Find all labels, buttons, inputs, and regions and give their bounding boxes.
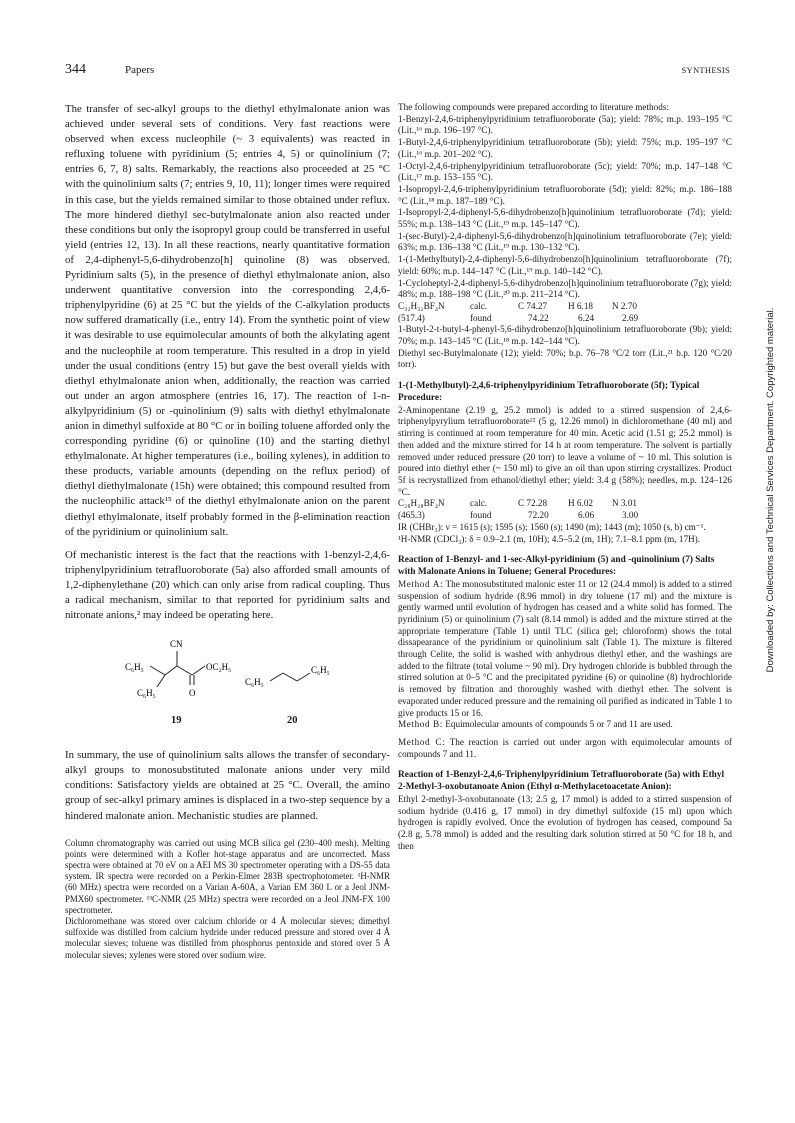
procedure-5a: Ethyl 2-methyl-3-oxobutanoate (13; 2.5 g, 17 mmol) is added to a stirred suspension of sodium hydride (0.416 g, 17 mmol) in dry dimethyl sulfoxide (15 ml) upon which hydrogen is rapidly evolved. Once the evolution of hydrogen has ceased, compound 5a (2.8 g, 5.78 mmol) is added and the resulting dark solution stirred at 50 °C for 18 h, and then	[398, 793, 732, 851]
journal-section: Papers	[125, 64, 155, 76]
compound-entry: 1-Isopropyl-2,4-diphenyl-5,6-dihydrobenzo[h]quinolinium tetrafluoroborate (7d); yield: 55%; m.p. 138–143 °C (Lit.,¹⁹ m.p. 145–147 °C).	[398, 207, 732, 230]
c20-phenyl-left: C₆H₅	[245, 677, 264, 688]
c19-oxygen: O	[189, 688, 196, 699]
c19-ethoxy: OC₂H₅	[206, 662, 232, 673]
structure-figure	[65, 623, 390, 748]
compound-entry: 1-(1-Methylbutyl)-2,4-diphenyl-5,6-dihydrobenzo[h]quinolinium tetrafluoroborate (7f); yield: 60%; m.p. 144–147 °C (Lit.,¹⁹ m.p. 140–142 °C).	[398, 254, 732, 276]
page-header	[65, 62, 730, 82]
compound-entry: 1-Benzyl-2,4,6-triphenylpyridinium tetrafluoroborate (5a); yield: 78%; m.p. 193–195 °C (Lit.,¹⁶ m.p. 196–197 °C).	[398, 113, 732, 136]
section-heading-5a: Reaction of 1-Benzyl-2,4,6-Triphenylpyridinium Tetrafluoroborate (5a) with Ethyl 2-Methyl-3-oxobutanoate Anion (Ethyl α-Methylacetoacetate Anion):	[398, 770, 725, 793]
nmr-data: ¹H-NMR (CDCl₃): δ = 0.9–2.1 (m, 10H); 4.5–5.2 (m, 1H); 7.1–8.1 ppm (m, 17H).	[398, 533, 701, 544]
procedure-5f: 2-Aminopentane (2.19 g, 25.2 mmol) is added to a stirred suspension of 2,4,6-triphenylpyrylium tetrafluoroborate²² (5 g, 12.26 mmol) in dichloromethane (40 ml) and stirring is continued at room temperature for 40 min. Acetic acid (1.51 g; 25.2 mmol) is then added and the mixture stirred for 14 h at room temperature. The solvent is partially removed under reduced pressure (20 torr) to leave a volume of ~ 10 ml. This solution is poured into diethyl ether (~ 150 ml) to give an oil than upon stirring crystallizes. Product 5f is recrystallized from ethanol/diethyl ether; yield: 3.4 g (58%); needles, m.p. 124–126 °C.	[398, 404, 732, 497]
compound-19-label: 19	[171, 715, 182, 727]
compound-entry: 1-Cycloheptyl-2,4-diphenyl-5,6-dihydrobenzo[h]quinolinium tetrafluoroborate (7g); yield: 48%; m.p. 188–198 °C (Lit.,²⁰ m.p. 211–214 °C).	[398, 277, 732, 300]
paragraph-instruments: Column chromatography was carried out using MCB silica gel (230–400 mesh). Melting points were determined with a Kofler hot-stage apparatus and are uncorrected. Mass spectra were obtained at 70 eV on a AEI MS 30 spectrometer operating with a DS-55 data system. IR spectra were recorded on a Perkin-Elmer 283B spectrophotometer. ¹H-NMR (60 MHz) spectra were recorded on a Varian A-60A, a Varian EM 360 L or a Jeol JNM-PMX60 spectrometer. ¹³C-NMR (25 MHz) spectra were recorded on a Jeol JNM-FX 100 spectrometer.	[65, 837, 390, 915]
c20-phenyl-right: C₆H₅	[311, 665, 330, 676]
elemental-analysis-2: C₂₈H₂₈BF₄N calc. C 72.28 H 6.02 N 3.01 (465.3) found 72.20 6.06 3.00	[398, 498, 639, 521]
section-heading-5f: 1-(1-Methylbutyl)-2,4,6-triphenylpyridinium Tetrafluoroborate (5f); Typical Procedure:	[398, 381, 700, 403]
method-c: Method C: The reaction is carried out under argon with equimolecular amounts of compounds 7 and 11.	[398, 736, 732, 759]
compound-entry: 1-Octyl-2,4,6-triphenylpyridinium tetrafluoroborate (5c); yield: 70%; m.p. 147–148 °C (Lit.,¹⁷ m.p. 153–155 °C).	[398, 160, 732, 183]
paragraph-results: The transfer of sec-alkyl groups to the diethyl ethylmalonate anion was achieved under several sets of conditions. Very fast reactions were observed when excess nucleophile (~ 3 equivalents) was reacted in refluxing toluene with pyridinium (5; entries 4, 5) or quinolinium (7; entries 6, 7, 8) salts. Remarkably, the reactions also proceeded at 25 °C with the quinolinium salts (7; entries 9, 10, 11); longer times were required in this case, but the yields remained similar to those obtained under reflux. The more hindered diethyl sec-butylmalonate anion also reacted under these conditions but only the isopropyl group could be transferred in useful yield (entries 12, 13). In all these reactions, nearly quantitative formation of 2,4-diphenyl-5,6-dihydrobenzo[h] quinoline (8) was observed. Pyridinium salts (5), in the presence of diethyl ethylmalonate anion, also underwent quantitative conversion into the corresponding 2,4,6-triphenylpyridine (6) at 25 °C but the yields of the C-alkylation products now suffered dramatically (i.e., entry 14). From the synthetic point of view it was desirable to use equimolecular amounts of both the alkylating agent and the nucleophile at room temperature. This resulted in a drop in yield under the usual conditions (entry 15) but gave the best overall yields with diethyl ethylmalonate anion when, additionally, the reaction was carried out under an argon atmosphere (entries 16, 17). The reaction of 1-n-alkylpyridinium (5) or -quinolinium (9) salts with diethyl ethylmalonate anion in dimethyl sulfoxide at 80 °C or in boiling toluene afforded only the corresponding pyridine (6) or quinoline (10) and the starting diethyl ethylmalonate. At higher temperatures (i.e., boiling xylenes), in addition to these products, variable amounts (depending on the reflux period) of diethyl diethylmalonate (15h) were obtained; this compound resulted from the nucleophilic attack¹⁵ of the diethyl ethylmalonate anion on the parent diethyl ethylmalonate, itself probably formed in the β-elimination reaction of the pyridinium or quinolinium salt.	[65, 103, 390, 538]
intro-text: The following compounds were prepared according to literature methods:	[398, 102, 669, 112]
compound-20-label: 20	[287, 715, 298, 727]
c19-phenyl-left: C₆H₅	[125, 662, 144, 673]
journal-name: SYNTHESIS	[681, 65, 730, 75]
c19-phenyl-bottom: C₆H₅	[137, 688, 156, 699]
method-b: Method B: Equimolecular amounts of compounds 5 or 7 and 11 are used.	[398, 719, 673, 730]
page-number: 344	[65, 62, 86, 77]
compound-entry: 1-Isopropyl-2,4,6-triphenylpyridinium tetrafluoroborate (5d); yield: 82%; m.p. 186–188 °C (Lit.,¹⁸ m.p. 187–189 °C).	[398, 183, 732, 206]
paragraph-solvents: Dichloromethane was stored over calcium chloride or 4 Å molecular sieves; dimethyl sulfoxide was distilled from calcium hydride under reduced pressure and stored over 4 Å molecular sieves; toluene was distilled from phosphorus pentoxide and stored over 5 Å molecular sieves; xylenes were stored over sodium wire.	[65, 916, 390, 960]
compound-entry: 1-(sec-Butyl)-2,4-diphenyl-5,6-dihydrobenzo[h]quinolinium tetrafluoroborate (7e); yield: 63%; m.p. 136–138 °C (Lit.,¹⁹ m.p. 130–132 °C).	[398, 230, 732, 253]
paragraph-mechanism: Of mechanistic interest is the fact that the reactions with 1-benzyl-2,4,6-triphenylpyridinium tetrafluoroborate (5a) also afforded small amounts of 1,2-diphenylethane (20) which can only arise from radical coupling. Thus a radical mechanism, similar to that reported for pyridinium salts and nitronate anions,² may indeed be operating here.	[65, 548, 390, 622]
method-a: Method A: The monosubstituted malonic ester 11 or 12 (24.4 mmol) is added to a stirred suspension of sodium hydride (8.96 mmol) in dry toluene (17 ml) and the mixture is gently warmed until evolution of hydrogen has ceased and a white solid has formed. The pyridinium (5) or quinolinium (7) salt (8.14 mmol) is added and the mixture stirred at the appropriate temperature (Table 1) until TLC (silica gel; chloroform) shows the total dissapearance of the pyridinium or quinolinium salt (Table 1). The mixture is filtered through Celite, the solid is washed with anhydrous diethyl ether, and the washings are added to the filtrate (total volume ~ 90 ml). Dry hydrogen chloride is bubbled through the stirred solution at 0–5 °C and the precipitated pyridine (6) or quinoline (8) hydrochloride is removed by filtration and thoroughly washed with diethyl ether. The solvent is evaporated under reduced pressure and the remaining oil purified as indicated in Table 1 to give products 15 or 16.	[398, 578, 732, 718]
elemental-analysis-1: C₃₂H₃₂BF₄N calc. C 74.27 H 6.18 N 2.70 (517.4) found 74.22 6.24 2.69	[398, 300, 639, 323]
right-column	[398, 102, 732, 852]
compound-entry: Diethyl sec-Butylmalonate (12); yield: 70%; b.p. 76–78 °C/2 torr (Lit.,²¹ b.p. 120 °C/20 torr).	[398, 347, 732, 370]
download-notice: Downloaded by: Collections and Technical Services Department. Copyrighted material.	[765, 307, 776, 673]
compound-entry: 1-Butyl-2-t-butyl-4-phenyl-5,6-dihydrobenzo[h]quinolinium tetrafluoroborate (9b); yield: 70%; m.p. 143–145 °C (Lit.,¹⁸ m.p. 142–144 °C).	[398, 324, 732, 347]
paragraph-summary: In summary, the use of quinolinium salts allows the transfer of secondary-alkyl groups to monosubstituted malonate anions under very mild conditions: Satisfactory yields are obtained at 25 °C. Overall, the amino group of sec-alkyl primary amines is displaced in a two-step sequence by a hindered malonate anion. Mechanistic studies are planned.	[65, 749, 390, 822]
c19-cn: CN	[170, 639, 183, 650]
section-heading-general: Reaction of 1-Benzyl- and 1-sec-Alkyl-pyridinium (5) and -quinolinium (7) Salts with Malonate Anions in Toluene; General Procedures:	[398, 555, 715, 577]
compound-entry: 1-Butyl-2,4,6-triphenylpyridinium tetrafluoroborate (5b); yield: 75%; m.p. 195–197 °C (Lit.,¹⁶ m.p. 201–202 °C).	[398, 137, 732, 159]
left-column	[65, 102, 390, 961]
structure-drawing	[65, 623, 390, 748]
ir-data: IR (CHBr₃): ν = 1615 (s); 1595 (s); 1560 (s); 1490 (m); 1443 (m); 1050 (s, b) cm⁻¹.	[398, 521, 706, 532]
